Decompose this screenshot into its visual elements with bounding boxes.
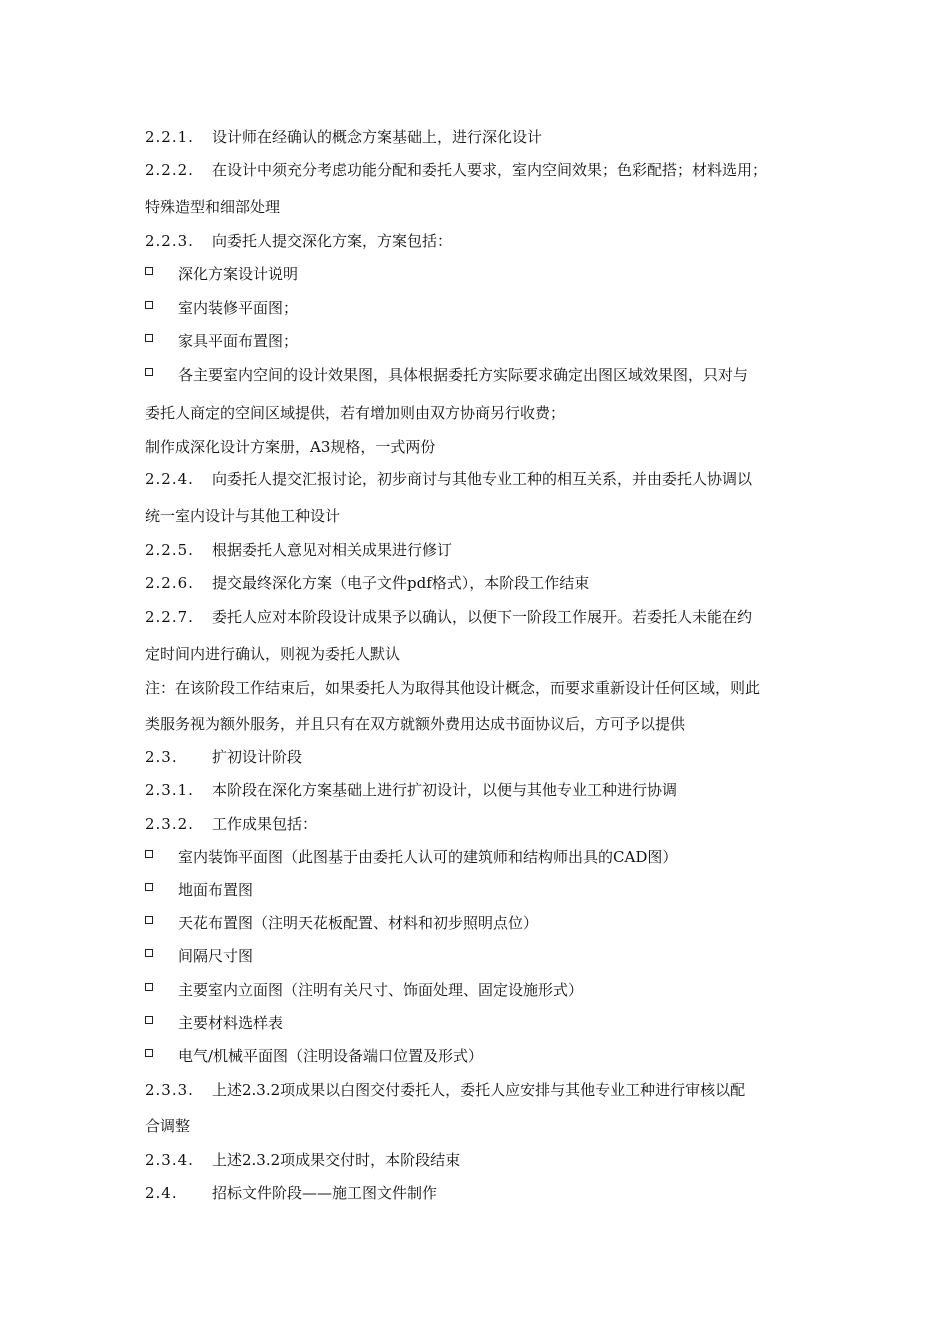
clause-text: 工作成果包括： (212, 815, 318, 833)
clause-number: 2.2.4. (145, 470, 194, 488)
continuation-text: 定时间内进行确认，则视为委托人默认 (145, 645, 401, 663)
clause-number: 2.3.2. (145, 815, 194, 833)
continuation-text: 制作成深化设计方案册，A3规格，一式两份 (145, 438, 436, 456)
bullet-square-icon (145, 301, 153, 309)
bullet-text: 间隔尺寸图 (178, 947, 254, 965)
bullet-square-icon (145, 267, 153, 275)
bullet-square-icon (145, 983, 153, 991)
clause-number: 2.2.5. (145, 541, 194, 559)
bullet-text: 主要材料选样表 (178, 1014, 284, 1032)
continuation-text: 特殊造型和细部处理 (145, 198, 281, 216)
bullet-text: 地面布置图 (178, 881, 254, 899)
clause-text: 向委托人提交深化方案，方案包括： (212, 232, 453, 250)
continuation-text: 合调整 (145, 1117, 191, 1135)
clause-number: 2.3. (145, 748, 178, 766)
continuation-text: 统一室内设计与其他工种设计 (145, 507, 341, 525)
bullet-square-icon (145, 916, 153, 924)
clause-text: 扩初设计阶段 (212, 748, 303, 766)
clause-number: 2.3.1. (145, 781, 194, 799)
bullet-text: 室内装修平面图； (178, 299, 299, 317)
bullet-text: 各主要室内空间的设计效果图，具体根据委托方实际要求确定出图区域效果图，只对与 (178, 366, 749, 384)
bullet-text: 室内装饰平面图（此图基于由委托人认可的建筑师和结构师出具的CAD图） (178, 848, 678, 866)
bullet-text: 主要室内立面图（注明有关尺寸、饰面处理、固定设施形式） (178, 981, 584, 999)
bullet-square-icon (145, 850, 153, 858)
bullet-square-icon (145, 1016, 153, 1024)
continuation-text: 委托人商定的空间区域提供，若有增加则由双方协商另行收费； (145, 404, 566, 422)
clause-text: 设计师在经确认的概念方案基础上，进行深化设计 (212, 128, 543, 146)
clause-number: 2.4. (145, 1184, 178, 1202)
bullet-square-icon (145, 334, 153, 342)
continuation-text: 类服务视为额外服务，并且只有在双方就额外费用达成书面协议后，方可予以提供 (145, 715, 686, 733)
bullet-text: 深化方案设计说明 (178, 265, 299, 283)
clause-text: 根据委托人意见对相关成果进行修订 (212, 541, 453, 559)
bullet-text: 家具平面布置图； (178, 332, 299, 350)
clause-text: 向委托人提交汇报讨论，初步商讨与其他专业工种的相互关系，并由委托人协调以 (212, 470, 753, 488)
continuation-text: 注：在该阶段工作结束后，如果委托人为取得其他设计概念，而要求重新设计任何区域，则此 (145, 679, 761, 697)
clause-text: 本阶段在深化方案基础上进行扩初设计，以便与其他专业工种进行协调 (212, 781, 678, 799)
clause-text: 委托人应对本阶段设计成果予以确认，以便下一阶段工作展开。若委托人未能在约 (212, 608, 753, 626)
bullet-square-icon (145, 1049, 153, 1057)
clause-text: 上述2.3.2项成果交付时，本阶段结束 (212, 1151, 461, 1169)
bullet-square-icon (145, 949, 153, 957)
clause-text: 招标文件阶段——施工图文件制作 (212, 1184, 438, 1202)
clause-number: 2.2.7. (145, 608, 194, 626)
clause-text: 提交最终深化方案（电子文件pdf格式），本阶段工作结束 (212, 574, 590, 592)
clause-number: 2.2.1. (145, 128, 194, 146)
bullet-text: 天花布置图（注明天花板配置、材料和初步照明点位） (178, 914, 539, 932)
clause-number: 2.2.2. (145, 161, 194, 179)
clause-text: 在设计中须充分考虑功能分配和委托人要求，室内空间效果；色彩配搭；材料选用； (212, 161, 768, 179)
bullet-square-icon (145, 368, 153, 376)
bullet-square-icon (145, 883, 153, 891)
clause-text: 上述2.3.2项成果以白图交付委托人，委托人应安排与其他专业工种进行审核以配 (212, 1081, 746, 1099)
clause-number: 2.2.3. (145, 232, 194, 250)
bullet-text: 电气/机械平面图（注明设备端口位置及形式） (178, 1047, 484, 1065)
clause-number: 2.3.4. (145, 1151, 194, 1169)
clause-number: 2.2.6. (145, 574, 194, 592)
clause-number: 2.3.3. (145, 1081, 194, 1099)
